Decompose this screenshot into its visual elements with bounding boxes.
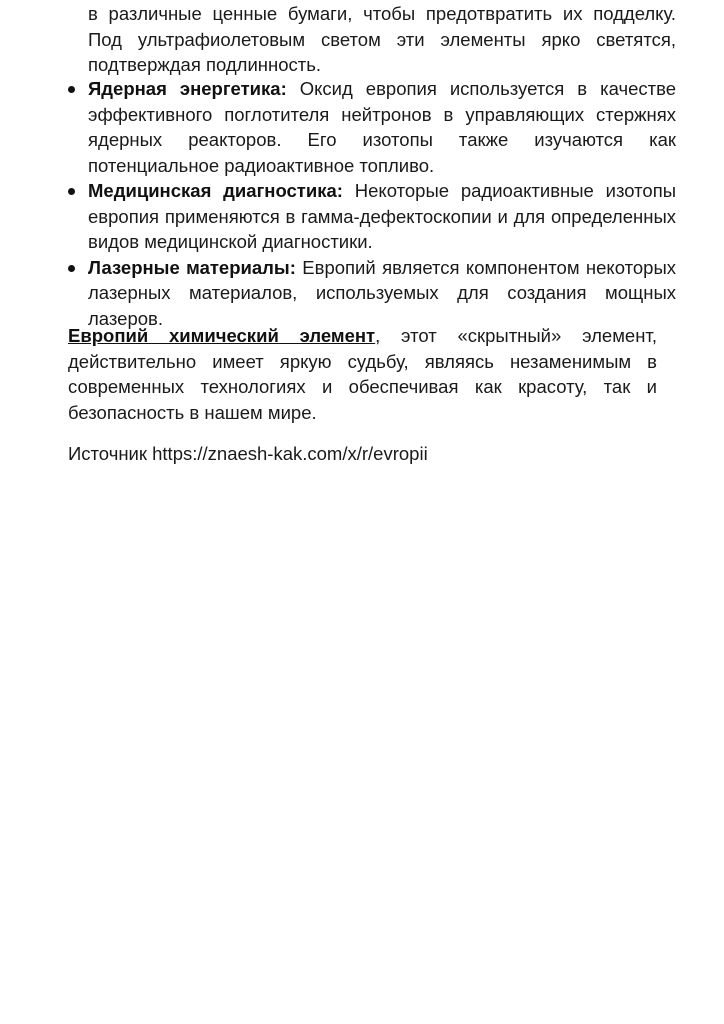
bullet-text: Европий является компонентом некоторых лазерных материалов, используемых для создания мощных лазеров.: [88, 256, 677, 329]
list-item-laser: [66, 255, 676, 332]
continuation-paragraph: в различные ценные бумаги, чтобы предотвратить их подделку. Под ультрафиолетовым светом эти элементы ярко светятся, подтверждая подлинность.: [88, 3, 676, 75]
applications-list: [66, 76, 676, 331]
bullet-term: Медицинская диагностика:: [88, 180, 343, 201]
bullet-term: Ядерная энергетика:: [88, 78, 287, 99]
bullet-term: Лазерные материалы:: [88, 256, 296, 278]
bullet-icon: [68, 188, 75, 195]
bullet-text: Оксид европия используется в качестве эффективного поглотителя нейтронов в управляющих стержнях ядерных реакторов. Его изотопы также изучаются как потенциальное радиоактивное топливо.: [88, 78, 677, 176]
europium-link[interactable]: Европий химический элемент: [68, 325, 376, 346]
source-label: Источник: [68, 443, 147, 464]
source-url: https://znaesh-kak.com/x/r/evropii: [152, 443, 428, 464]
bullet-icon: [68, 265, 75, 272]
list-item-nuclear: [66, 76, 676, 178]
conclusion-text: , этот «скрытный» элемент, действительно имеет яркую судьбу, являясь незаменимым в современных технологиях и обеспечивая как красоту, так и безопасность в нашем мире.: [68, 325, 657, 423]
source-line: [68, 441, 668, 467]
list-item-medical: [66, 178, 676, 255]
bullet-icon: [68, 86, 75, 93]
bullet-text: Некоторые радиоактивные изотопы европия применяются в гамма-дефектоскопии и для определенных видов медицинской диагностики.: [88, 180, 677, 252]
conclusion-paragraph: [68, 323, 657, 425]
